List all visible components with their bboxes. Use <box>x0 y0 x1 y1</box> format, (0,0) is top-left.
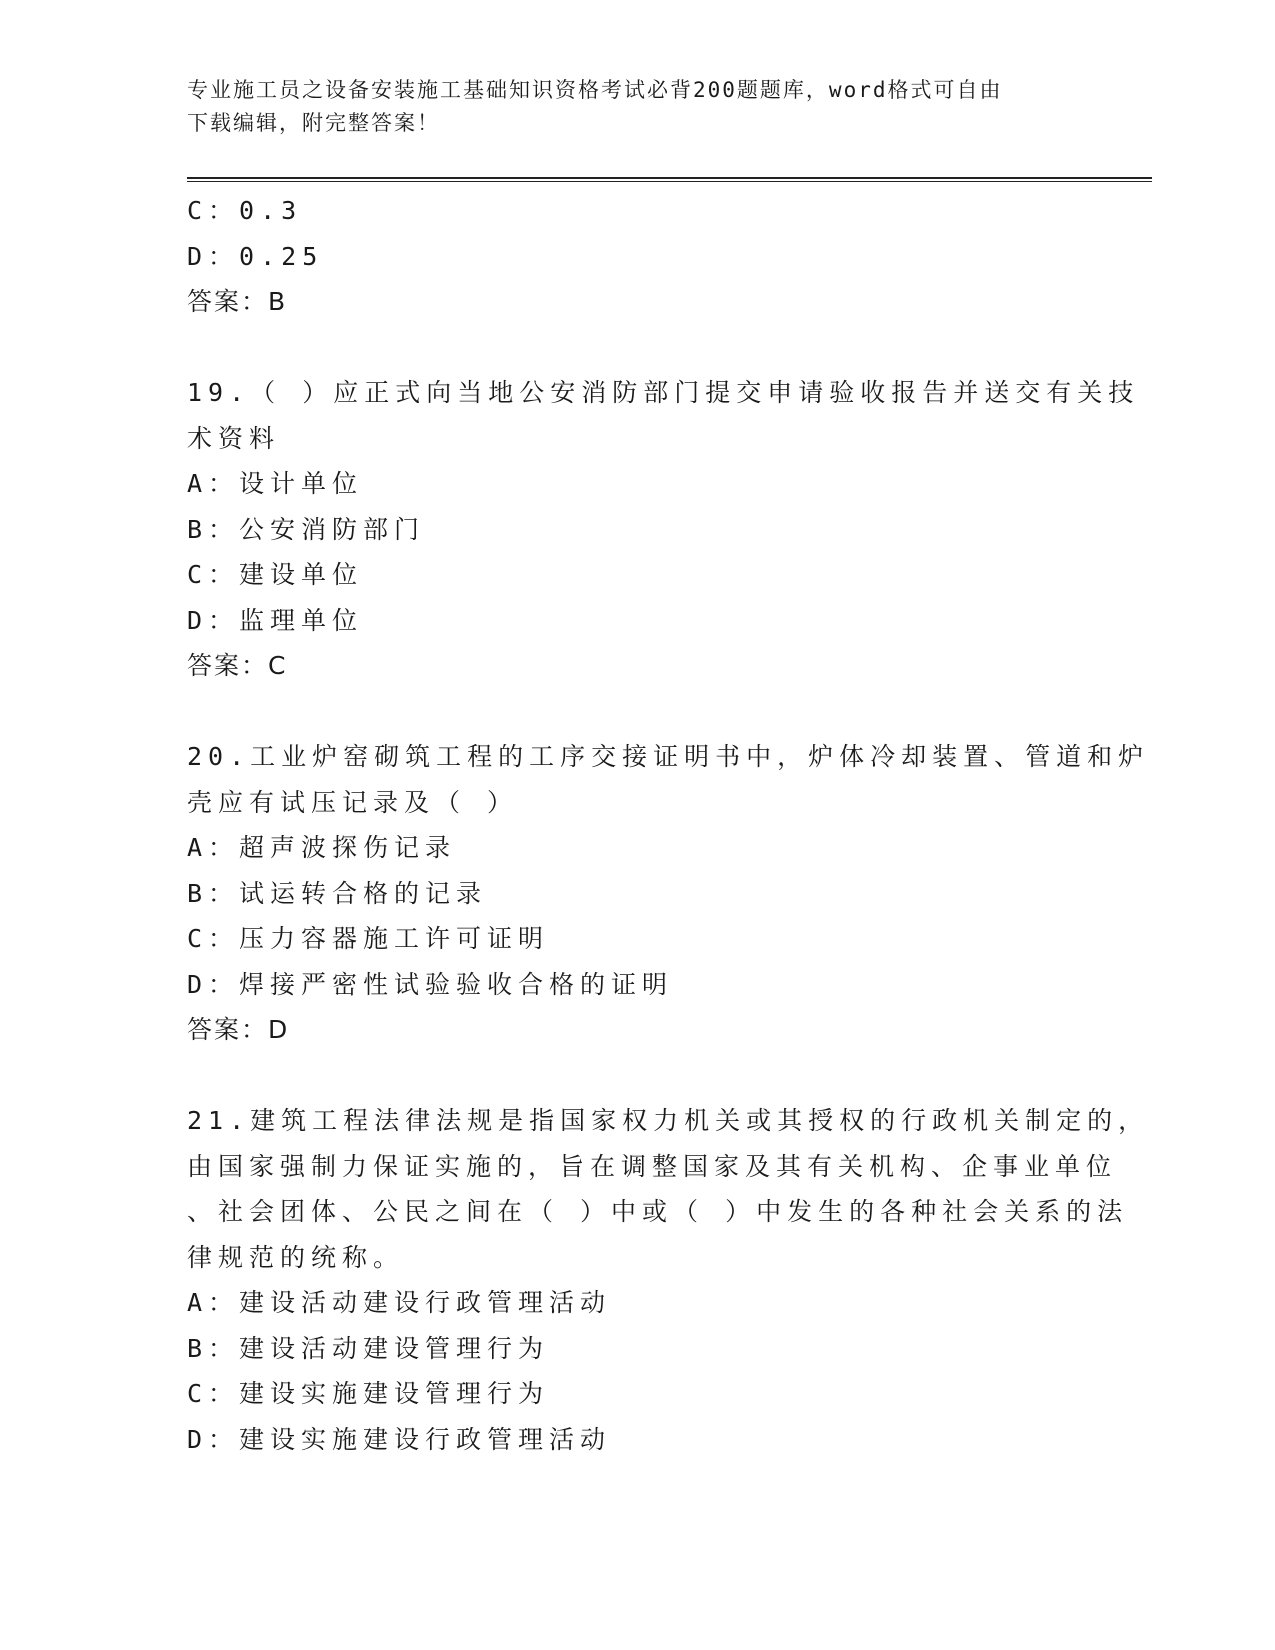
question-stem-line: 19.（ ）应正式向当地公安消防部门提交申请验收报告并送交有关技 <box>187 378 1140 407</box>
header-divider <box>187 177 1152 182</box>
option-c: C：建设实施建设管理行为 <box>187 1379 550 1408</box>
answer-line: 答案：D <box>187 1015 290 1044</box>
document-body <box>187 188 1150 1462</box>
option-a: A：建设活动建设行政管理活动 <box>187 1288 612 1317</box>
question-21 <box>187 1098 1150 1462</box>
option-b: B：试运转合格的记录 <box>187 878 488 908</box>
header-title-line-2: 下载编辑，附完整答案！ <box>187 111 440 135</box>
question-stem-line: 由国家强制力保证实施的，旨在调整国家及其有关机构、企事业单位 <box>187 1151 1118 1181</box>
option-d: D：监理单位 <box>187 605 364 635</box>
option-b: B：建设活动建设管理行为 <box>187 1333 550 1363</box>
question-stem-line: 、社会团体、公民之间在（ ）中或（ ）中发生的各种社会关系的法 <box>187 1197 1129 1226</box>
option-c: C：压力容器施工许可证明 <box>187 924 550 953</box>
question-stem-line: 21.建筑工程法律法规是指国家权力机关或其授权的行政机关制定的， <box>187 1106 1150 1135</box>
option-c: C：0.3 <box>187 196 303 225</box>
spacer <box>187 689 1067 735</box>
question-18-continued <box>187 188 1067 325</box>
answer-line: 答案：C <box>187 651 288 680</box>
header-title-line-1: 专业施工员之设备安装施工基础知识资格考试必背200题题库，word格式可自由 <box>187 78 1003 102</box>
question-stem-line: 壳应有试压记录及（ ） <box>187 787 519 817</box>
question-stem-line: 术资料 <box>187 423 281 453</box>
document-header <box>187 74 1067 140</box>
spacer <box>187 325 1067 371</box>
option-a: A：设计单位 <box>187 469 364 498</box>
question-stem-line: 20.工业炉窑砌筑工程的工序交接证明书中，炉体冷却装置、管道和炉 <box>187 742 1150 771</box>
option-b: B：公安消防部门 <box>187 514 426 544</box>
option-d: D：建设实施建设行政管理活动 <box>187 1424 612 1454</box>
question-19 <box>187 370 1140 689</box>
option-a: A：超声波探伤记录 <box>187 833 457 862</box>
option-d: D：0.25 <box>187 241 324 271</box>
question-stem-line: 律规范的统称。 <box>187 1242 405 1272</box>
option-c: C：建设单位 <box>187 560 364 589</box>
spacer <box>187 1053 1067 1099</box>
answer-line: 答案：B <box>187 287 288 316</box>
option-d: D：焊接严密性试验验收合格的证明 <box>187 969 674 999</box>
question-20 <box>187 734 1150 1053</box>
